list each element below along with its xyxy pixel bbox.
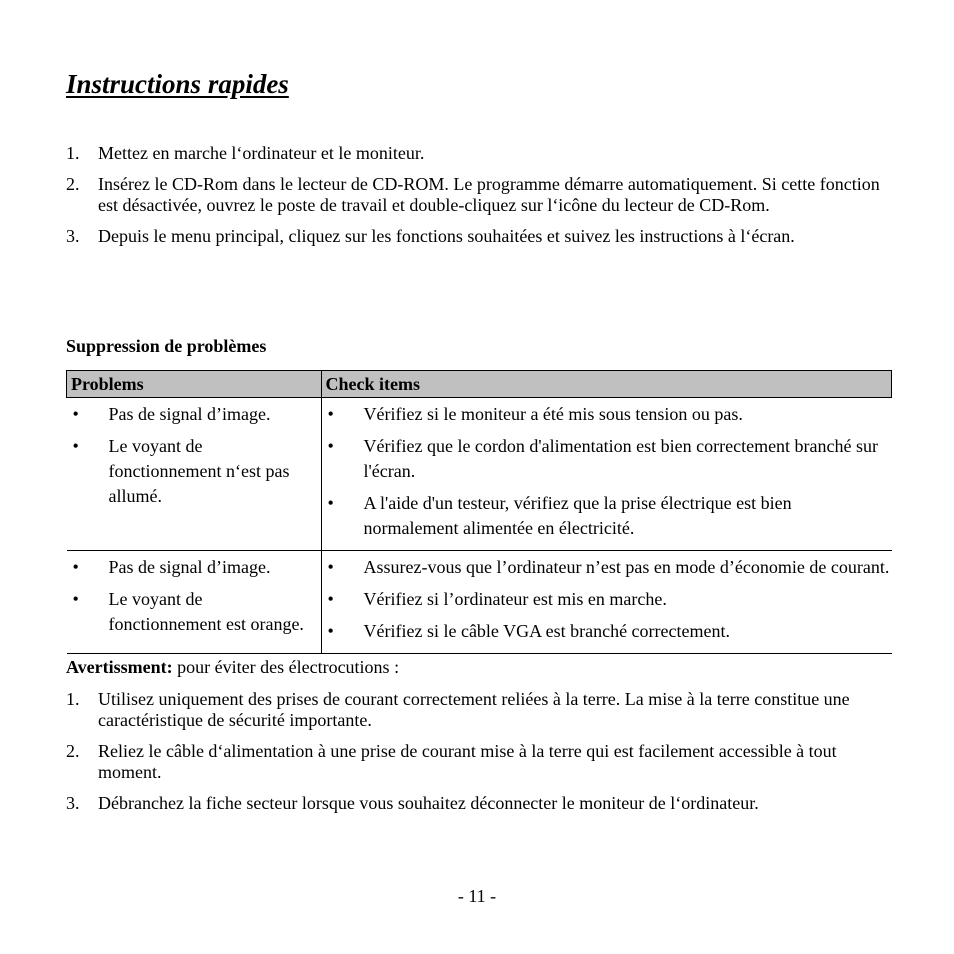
item-text: Débranchez la fiche secteur lorsque vous souhaitez déconnecter le moniteur de l‘ordinateur.: [98, 793, 759, 813]
item-text: Insérez le CD-Rom dans le lecteur de CD-ROM. Le programme démarre automatiquement. Si cette fonction est désactivée, ouvrez le poste de travail et double-cliquez sur l‘icône du lecteur de CD-Rom.: [98, 174, 880, 215]
table-header-row: [67, 371, 892, 398]
instructions-list: [66, 143, 896, 257]
bullet-icon: •: [72, 589, 79, 609]
list-item: [66, 174, 896, 216]
bullet-icon: •: [72, 436, 79, 456]
table-row: [67, 398, 892, 551]
item-text: Reliez le câble d‘alimentation à une prise de courant mise à la terre qui est facilement accessible à tout moment.: [98, 741, 837, 782]
bullet-item: [69, 555, 319, 580]
bullet-text: Pas de signal d’image.: [108, 404, 271, 424]
bullet-text: Vérifiez que le cordon d'alimentation est bien correctement branché sur l'écran.: [363, 436, 879, 481]
bullet-icon: •: [327, 493, 334, 513]
item-text: Utilisez uniquement des prises de courant correctement reliées à la terre. La mise à la terre constitue une caractéristique de sécurité importante.: [98, 689, 850, 730]
list-item: [66, 741, 896, 783]
list-item: [66, 143, 896, 164]
bullet-icon: •: [327, 436, 334, 456]
bullet-text: Vérifiez si le câble VGA est branché correctement.: [363, 621, 730, 641]
bullet-item: [324, 491, 890, 541]
warning-label: Avertissment:: [66, 657, 173, 677]
bullet-text: A l'aide d'un testeur, vérifiez que la prise électrique est bien normalement alimentée en électricité.: [363, 493, 792, 538]
warning-text: pour éviter des électrocutions :: [172, 657, 400, 677]
page-title: Instructions rapides: [66, 69, 289, 99]
bullet-text: Assurez-vous que l’ordinateur n’est pas en mode d’économie de courant.: [363, 557, 890, 577]
item-text: Mettez en marche l‘ordinateur et le moniteur.: [98, 143, 425, 163]
page-number: - 11 -: [457, 886, 497, 906]
bullet-icon: •: [72, 404, 79, 424]
bullet-icon: •: [327, 621, 334, 641]
warning-list: [66, 689, 896, 824]
item-number: 2.: [66, 741, 80, 761]
warning-line: [66, 657, 399, 678]
column-header-checks: Check items: [321, 371, 892, 398]
checks-cell: [321, 551, 892, 654]
column-header-problems: Problems: [67, 371, 322, 398]
table-row: [67, 551, 892, 654]
item-number: 1.: [66, 143, 80, 163]
checks-cell: [321, 398, 892, 551]
bullet-text: Vérifiez si le moniteur a été mis sous tension ou pas.: [363, 404, 743, 424]
item-number: 1.: [66, 689, 80, 709]
bullet-icon: •: [72, 557, 79, 577]
section-heading: Suppression de problèmes: [66, 336, 267, 356]
bullet-item: [324, 619, 890, 644]
bullet-text: Le voyant de fonctionnement n‘est pas allumé.: [108, 436, 290, 506]
list-item: [66, 689, 896, 731]
item-number: 3.: [66, 793, 80, 813]
troubleshooting-table: [66, 370, 892, 654]
item-number: 2.: [66, 174, 80, 194]
problems-cell: [67, 551, 322, 654]
bullet-item: [69, 402, 319, 427]
list-item: [66, 793, 896, 814]
item-number: 3.: [66, 226, 80, 246]
problems-cell: [67, 398, 322, 551]
bullet-item: [324, 434, 890, 484]
bullet-text: Vérifiez si l’ordinateur est mis en marche.: [363, 589, 667, 609]
bullet-icon: •: [327, 589, 334, 609]
bullet-item: [324, 402, 890, 427]
bullet-item: [69, 587, 319, 637]
bullet-item: [69, 434, 319, 509]
bullet-text: Pas de signal d’image.: [108, 557, 271, 577]
bullet-item: [324, 555, 890, 580]
list-item: [66, 226, 896, 247]
bullet-text: Le voyant de fonctionnement est orange.: [108, 589, 304, 634]
bullet-icon: •: [327, 557, 334, 577]
bullet-icon: •: [327, 404, 334, 424]
item-text: Depuis le menu principal, cliquez sur les fonctions souhaitées et suivez les instructions à l‘écran.: [98, 226, 795, 246]
bullet-item: [324, 587, 890, 612]
